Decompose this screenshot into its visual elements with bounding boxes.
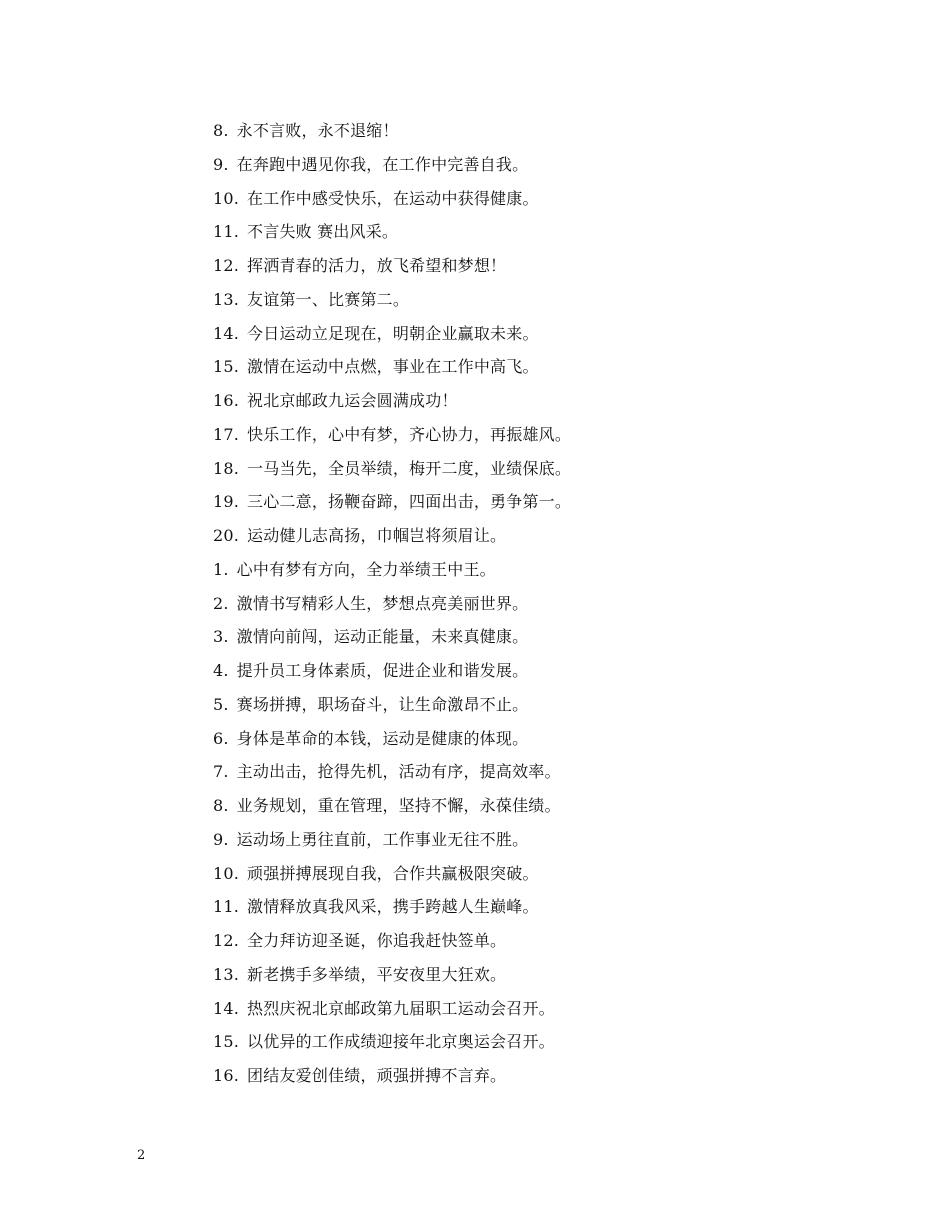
item-text: 顽强拼搏展现自我，合作共赢极限突破。 bbox=[247, 863, 539, 883]
item-text: 激情在运动中点燃，事业在工作中高飞。 bbox=[247, 357, 539, 377]
page-number: 2 bbox=[137, 1148, 146, 1163]
item-text: 心中有梦有方向，全力举绩王中王。 bbox=[236, 559, 496, 579]
item-text: 团结友爱创佳绩，顽强拼搏不言弃。 bbox=[247, 1066, 507, 1085]
list-item bbox=[213, 522, 913, 556]
item-number: 17. bbox=[213, 424, 240, 444]
item-number: 4. bbox=[213, 661, 229, 680]
list-item bbox=[213, 353, 913, 387]
item-text: 快乐工作，心中有梦，齐心协力，再振雄风。 bbox=[247, 424, 572, 444]
item-text: 热烈庆祝北京邮政第九届职工运动会召开。 bbox=[247, 998, 555, 1018]
list-item bbox=[213, 758, 913, 792]
item-text: 挥洒青春的活力，放飞希望和梦想！ bbox=[247, 256, 507, 275]
item-text: 运动健儿志高扬，巾帼岂将须眉让。 bbox=[247, 526, 507, 545]
item-text: 永不言败，永不退缩！ bbox=[236, 121, 399, 140]
list-item bbox=[213, 185, 913, 219]
item-number: 9. bbox=[213, 829, 229, 849]
list-item bbox=[213, 488, 913, 522]
item-text: 业务规划，重在管理，坚持不懈，永葆佳绩。 bbox=[236, 796, 561, 815]
item-number: 10. bbox=[213, 863, 240, 883]
list-item bbox=[213, 320, 913, 354]
list-item bbox=[213, 455, 913, 489]
list-item bbox=[213, 421, 913, 455]
item-number: 12. bbox=[213, 256, 240, 275]
item-text: 一马当先，全员举绩，梅开二度，业绩保底。 bbox=[247, 458, 572, 478]
item-number: 12. bbox=[213, 931, 240, 950]
item-number: 19. bbox=[213, 492, 240, 512]
list-item bbox=[213, 286, 913, 320]
item-number: 10. bbox=[213, 188, 240, 208]
list-item bbox=[213, 1062, 913, 1096]
slogan-list bbox=[213, 117, 913, 1096]
item-number: 8. bbox=[213, 121, 229, 140]
item-number: 16. bbox=[213, 1066, 240, 1085]
item-number: 15. bbox=[213, 1032, 240, 1052]
item-number: 3. bbox=[213, 627, 229, 647]
item-text: 激情书写精彩人生，梦想点亮美丽世界。 bbox=[236, 593, 529, 613]
item-number: 2. bbox=[213, 593, 229, 613]
item-number: 11. bbox=[213, 222, 240, 242]
list-item bbox=[213, 1028, 913, 1062]
list-item bbox=[213, 826, 913, 860]
item-text: 祝北京邮政九运会圆满成功！ bbox=[247, 391, 458, 410]
list-item bbox=[213, 387, 913, 421]
list-item bbox=[213, 590, 913, 624]
item-number: 9. bbox=[213, 154, 229, 174]
list-item bbox=[213, 623, 913, 657]
list-item bbox=[213, 691, 913, 725]
item-text: 以优异的工作成绩迎接年北京奥运会召开。 bbox=[247, 1032, 555, 1052]
item-text: 全力拜访迎圣诞，你追我赶快签单。 bbox=[247, 931, 507, 950]
list-item bbox=[213, 860, 913, 894]
item-text: 提升员工身体素质，促进企业和谐发展。 bbox=[236, 661, 529, 680]
item-number: 14. bbox=[213, 998, 240, 1018]
item-text: 今日运动立足现在，明朝企业赢取未来。 bbox=[247, 323, 539, 343]
item-number: 15. bbox=[213, 357, 240, 377]
item-number: 11. bbox=[213, 897, 240, 917]
list-item bbox=[213, 218, 913, 252]
item-number: 8. bbox=[213, 796, 229, 815]
list-item bbox=[213, 927, 913, 961]
item-text: 运动场上勇往直前，工作事业无往不胜。 bbox=[236, 829, 529, 849]
item-number: 1. bbox=[213, 559, 229, 579]
list-item bbox=[213, 657, 913, 691]
list-item bbox=[213, 995, 913, 1029]
item-text: 友谊第一、比赛第二。 bbox=[247, 289, 410, 309]
item-number: 6. bbox=[213, 728, 229, 748]
item-text: 主动出击，抢得先机，活动有序，提高效率。 bbox=[236, 762, 561, 782]
item-number: 13. bbox=[213, 289, 240, 309]
list-item bbox=[213, 893, 913, 927]
list-item bbox=[213, 151, 913, 185]
item-number: 7. bbox=[213, 762, 229, 782]
item-text: 三心二意，扬鞭奋蹄，四面出击，勇争第一。 bbox=[247, 492, 572, 512]
item-text: 新老携手多举绩，平安夜里大狂欢。 bbox=[247, 964, 507, 984]
item-text: 赛场拼搏，职场奋斗，让生命激昂不止。 bbox=[236, 694, 529, 714]
item-text: 不言失败 赛出风采。 bbox=[247, 222, 399, 242]
list-item bbox=[213, 556, 913, 590]
list-item bbox=[213, 725, 913, 759]
list-item bbox=[213, 961, 913, 995]
item-number: 5. bbox=[213, 694, 229, 714]
item-text: 在工作中感受快乐，在运动中获得健康。 bbox=[247, 188, 539, 208]
item-number: 18. bbox=[213, 458, 240, 478]
item-text: 激情向前闯，运动正能量，未来真健康。 bbox=[236, 627, 529, 647]
list-item bbox=[213, 117, 913, 151]
item-text: 激情释放真我风采，携手跨越人生巅峰。 bbox=[247, 897, 539, 917]
item-number: 20. bbox=[213, 526, 240, 545]
item-text: 身体是革命的本钱，运动是健康的体现。 bbox=[236, 728, 529, 748]
item-number: 14. bbox=[213, 323, 240, 343]
list-item bbox=[213, 792, 913, 826]
item-number: 16. bbox=[213, 391, 240, 410]
item-number: 13. bbox=[213, 964, 240, 984]
list-item bbox=[213, 252, 913, 286]
item-text: 在奔跑中遇见你我，在工作中完善自我。 bbox=[236, 154, 529, 174]
